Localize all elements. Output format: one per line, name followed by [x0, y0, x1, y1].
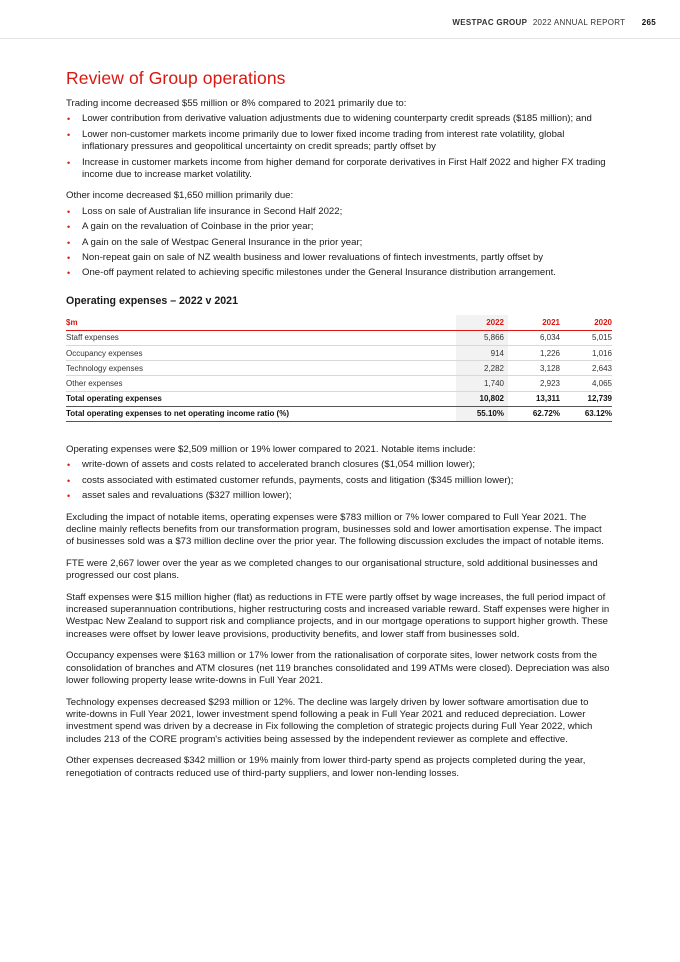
notable-items-list	[66, 459, 612, 502]
row-label: Other expenses	[66, 376, 456, 391]
section-title: Review of Group operations	[66, 68, 286, 88]
cell-2020: 1,016	[560, 346, 612, 361]
other-income-intro: Other income decreased $1,650 million primarily due:	[66, 190, 294, 202]
bullet-icon: •	[67, 157, 71, 168]
cell-2022: 914	[456, 346, 508, 361]
list-item: • A gain on the sale of Westpac General Insurance in the prior year;	[67, 236, 363, 248]
list-item: • Lower non-customer markets income primarily due to lower fixed income trading from interest rate volatility, global inflationary pressures and geopolitical uncertainty on credit spreads; partly offset by	[67, 128, 565, 153]
cell-2021: 62.72%	[508, 406, 560, 421]
table-row	[66, 376, 612, 391]
bullet-icon: •	[67, 268, 71, 279]
trading-bullet-list	[66, 113, 612, 181]
body-paragraph: Excluding the impact of notable items, operating expenses were $783 million or 7% lower compared to Full Year 2021. The decline mainly reflects benefits from our transformation program, businesses sold and lower amortisation expense. The impact of businesses sold was a $73 million decline over the prior year. The following discussion excludes the impact of notable items.	[66, 511, 604, 548]
list-item: • Non-repeat gain on sale of NZ wealth business and lower revaluations of fintech investments, partly offset by	[67, 252, 544, 264]
cell-2021: 6,034	[508, 330, 560, 345]
row-label: Staff expenses	[66, 330, 456, 345]
list-item: • A gain on the revaluation of Coinbase in the prior year;	[67, 221, 314, 233]
trading-intro: Trading income decreased $55 million or 8% compared to 2021 primarily due to:	[66, 98, 407, 109]
table-row	[66, 346, 612, 361]
row-label: Total operating expenses to net operating income ratio (%)	[66, 406, 456, 421]
row-label: Occupancy expenses	[66, 346, 456, 361]
opex-heading: Operating expenses – 2022 v 2021	[66, 294, 238, 307]
cell-2021: 13,311	[508, 391, 560, 406]
other-income-bullet-list	[66, 206, 612, 280]
column-header: $m	[66, 315, 456, 331]
list-item: • One-off payment related to achieving specific milestones under the General Insurance distribution arrangement.	[67, 267, 556, 279]
column-header: 2021	[508, 315, 560, 331]
list-item: • Loss on sale of Australian life insurance in Second Half 2022;	[67, 205, 343, 217]
list-item: • write-down of assets and costs related to accelerated branch closures ($1,054 million lower);	[67, 459, 476, 471]
cell-2022: 55.10%	[456, 406, 508, 421]
cell-2020: 5,015	[560, 330, 612, 345]
bullet-icon: •	[67, 129, 71, 140]
cell-2022: 2,282	[456, 361, 508, 376]
column-header: 2020	[560, 315, 612, 331]
body-paragraph: Occupancy expenses were $163 million or 17% lower from the rationalisation of corporate sites, lower network costs from the consolidation of branches and ATM closures (net 119 branches consolidated and 199 ATMs were closed). Depreciation was also lower following property lease write-downs in Full Year 2021.	[66, 650, 610, 687]
cell-2021: 2,923	[508, 376, 560, 391]
header-divider	[0, 38, 680, 39]
cell-2022: 5,866	[456, 330, 508, 345]
bullet-icon: •	[67, 206, 71, 217]
table-total-row	[66, 406, 612, 421]
cell-2020: 12,739	[560, 391, 612, 406]
page-content	[66, 68, 612, 780]
page-number: 265	[641, 18, 656, 27]
opex-table	[66, 315, 612, 422]
row-label: Technology expenses	[66, 361, 456, 376]
header-company: WESTPAC GROUP	[452, 18, 528, 27]
cell-2020: 2,643	[560, 361, 612, 376]
bullet-icon: •	[67, 253, 71, 264]
cell-2020: 4,065	[560, 376, 612, 391]
body-paragraph: Technology expenses decreased $293 million or 12%. The decline was largely driven by lower software amortisation due to write-downs in Full Year 2021, lower investment spend following a peak in Full Year 2021 and reduced depreciation. Lower investment spend was driven by a decrease in Fix following the completion of strategic projects during Full Year 2022, which includes 213 of the CORE program's activities being assessed by the independent reviewer as complete and effective.	[66, 696, 593, 745]
bullet-icon: •	[67, 491, 71, 502]
bullet-icon: •	[67, 237, 71, 248]
column-header: 2022	[456, 315, 508, 331]
list-item: • asset sales and revaluations ($327 million lower);	[67, 490, 292, 502]
body-paragraph: FTE were 2,667 lower over the year as we completed changes to our organisational structure, sold additional businesses and progressed our cost plans.	[66, 557, 598, 582]
body-paragraph: Other expenses decreased $342 million or 19% mainly from lower third-party spend as projects completed during the year, renegotiation of contracts reduced use of third-party suppliers, and lower non-lending losses.	[66, 755, 586, 779]
table-header-row	[66, 315, 612, 331]
header-report-title: 2022 ANNUAL REPORT	[532, 18, 626, 27]
table-row	[66, 361, 612, 376]
cell-2021: 3,128	[508, 361, 560, 376]
list-item: • Increase in customer markets income from higher demand for corporate derivatives in First Half 2022 and higher FX trading income due to increase market volatility.	[67, 156, 606, 181]
cell-2022: 10,802	[456, 391, 508, 406]
bullet-icon: •	[67, 475, 71, 486]
cell-2020: 63.12%	[560, 406, 612, 421]
cell-2022: 1,740	[456, 376, 508, 391]
page-header	[24, 18, 656, 34]
list-item: • Lower contribution from derivative valuation adjustments due to widening counterparty credit spreads ($185 million); and	[67, 113, 592, 125]
table-row	[66, 330, 612, 345]
body-paragraph: Staff expenses were $15 million higher (flat) as reductions in FTE were partly offset by wage increases, the full period impact of increased superannuation contributions, higher restructuring costs and increased variable reward. Staff expenses were higher in Westpac New Zealand to support risk and compliance projects, and in our mortgage operations to support higher growth. These increases were offset by lower leave provisions, productivity benefits, and lower staff from businesses sold.	[66, 591, 610, 640]
bullet-icon: •	[67, 114, 71, 125]
list-item: • costs associated with estimated customer refunds, payments, costs and litigation ($345 million lower);	[67, 474, 514, 486]
cell-2021: 1,226	[508, 346, 560, 361]
table-total-row	[66, 391, 612, 406]
row-label: Total operating expenses	[66, 391, 456, 406]
opex-summary-intro: Operating expenses were $2,509 million or 19% lower compared to 2021. Notable items include:	[66, 444, 476, 455]
bullet-icon: •	[67, 460, 71, 471]
bullet-icon: •	[67, 222, 71, 233]
